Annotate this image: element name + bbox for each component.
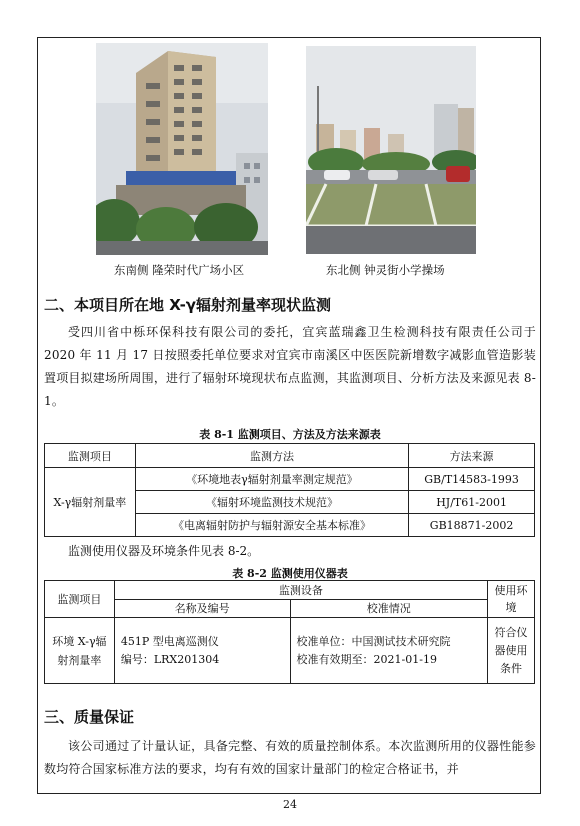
monitoring-item-cell: X-γ辐射剂量率 <box>45 468 136 537</box>
table-row <box>45 618 535 684</box>
photo-southeast-building <box>96 43 268 255</box>
table-row <box>45 468 535 491</box>
calibration-cell <box>290 618 488 684</box>
table-header-row <box>45 581 535 600</box>
page-number: 24 <box>283 798 297 811</box>
method-cell: 《环境地表γ辐射剂量率测定规范》 <box>135 468 408 491</box>
table-header-cell: 监测项目 <box>45 581 115 618</box>
source-cell: HJ/T61-2001 <box>409 491 535 514</box>
photo-caption-left: 东南侧 隆荣时代广场小区 <box>114 263 245 277</box>
environment-cell: 符合仪器使用条件 <box>488 618 535 684</box>
between-text: 监测使用仪器及环境条件见表 8-2。 <box>68 544 260 558</box>
section-2-heading: 二、本项目所在地 X-γ辐射剂量率现状监测 <box>44 296 332 314</box>
table-header-cell: 方法来源 <box>409 444 535 468</box>
source-cell: GB18871-2002 <box>409 514 535 537</box>
source-cell: GB/T14583-1993 <box>409 468 535 491</box>
table-8-2-caption: 表 8-2 监测使用仪器表 <box>232 567 348 580</box>
table-header-cell: 监测方法 <box>135 444 408 468</box>
method-cell: 《辐射环境监测技术规范》 <box>135 491 408 514</box>
table-header-cell: 监测设备 <box>114 581 487 600</box>
instrument-number: 编号：LRX201304 <box>120 652 220 666</box>
table-8-2 <box>44 580 535 684</box>
photo-caption-right: 东北侧 钟灵街小学操场 <box>326 263 445 277</box>
table-header-cell: 校准情况 <box>290 599 488 618</box>
monitoring-item-cell: 环境 X-γ辐射剂量率 <box>45 618 115 684</box>
method-cell: 《电离辐射防护与辐射源安全基本标准》 <box>135 514 408 537</box>
table-header-cell: 使用环境 <box>488 581 535 618</box>
table-8-1 <box>44 443 535 537</box>
table-header-cell: 监测项目 <box>45 444 136 468</box>
instrument-cell <box>114 618 290 684</box>
table-header-row <box>45 444 535 468</box>
section-3-paragraph: 该公司通过了计量认证，具备完整、有效的质量控制体系。本次监测所用的仪器性能参数均符合国家标准方法的要求，均有有效的国家计量部门的检定合格证书，并 <box>44 739 536 776</box>
section-3-heading: 三、质量保证 <box>44 708 135 726</box>
calibration-validity: 校准有效期至：2021-01-19 <box>296 652 437 666</box>
calibration-unit: 校准单位：中国测试技术研究院 <box>296 634 451 648</box>
table-header-row <box>45 599 535 618</box>
table-8-1-caption: 表 8-1 监测项目、方法及方法来源表 <box>199 428 381 441</box>
photo-northeast-playground <box>306 46 476 254</box>
table-header-cell: 名称及编号 <box>114 599 290 618</box>
instrument-name: 451P 型电离巡测仪 <box>120 634 219 648</box>
section-2-paragraph: 受四川省中栎环保科技有限公司的委托，宜宾蓝瑞鑫卫生检测科技有限责任公司于 2020 年 11 月 17 日按照委托单位要求对宜宾市南溪区中医医院新增数字减影血管造影装置项目拟建场所周围，进行了辐射环境现状布点监测，其监测项目、分析方法及来源见表 8-1。 <box>44 325 536 408</box>
